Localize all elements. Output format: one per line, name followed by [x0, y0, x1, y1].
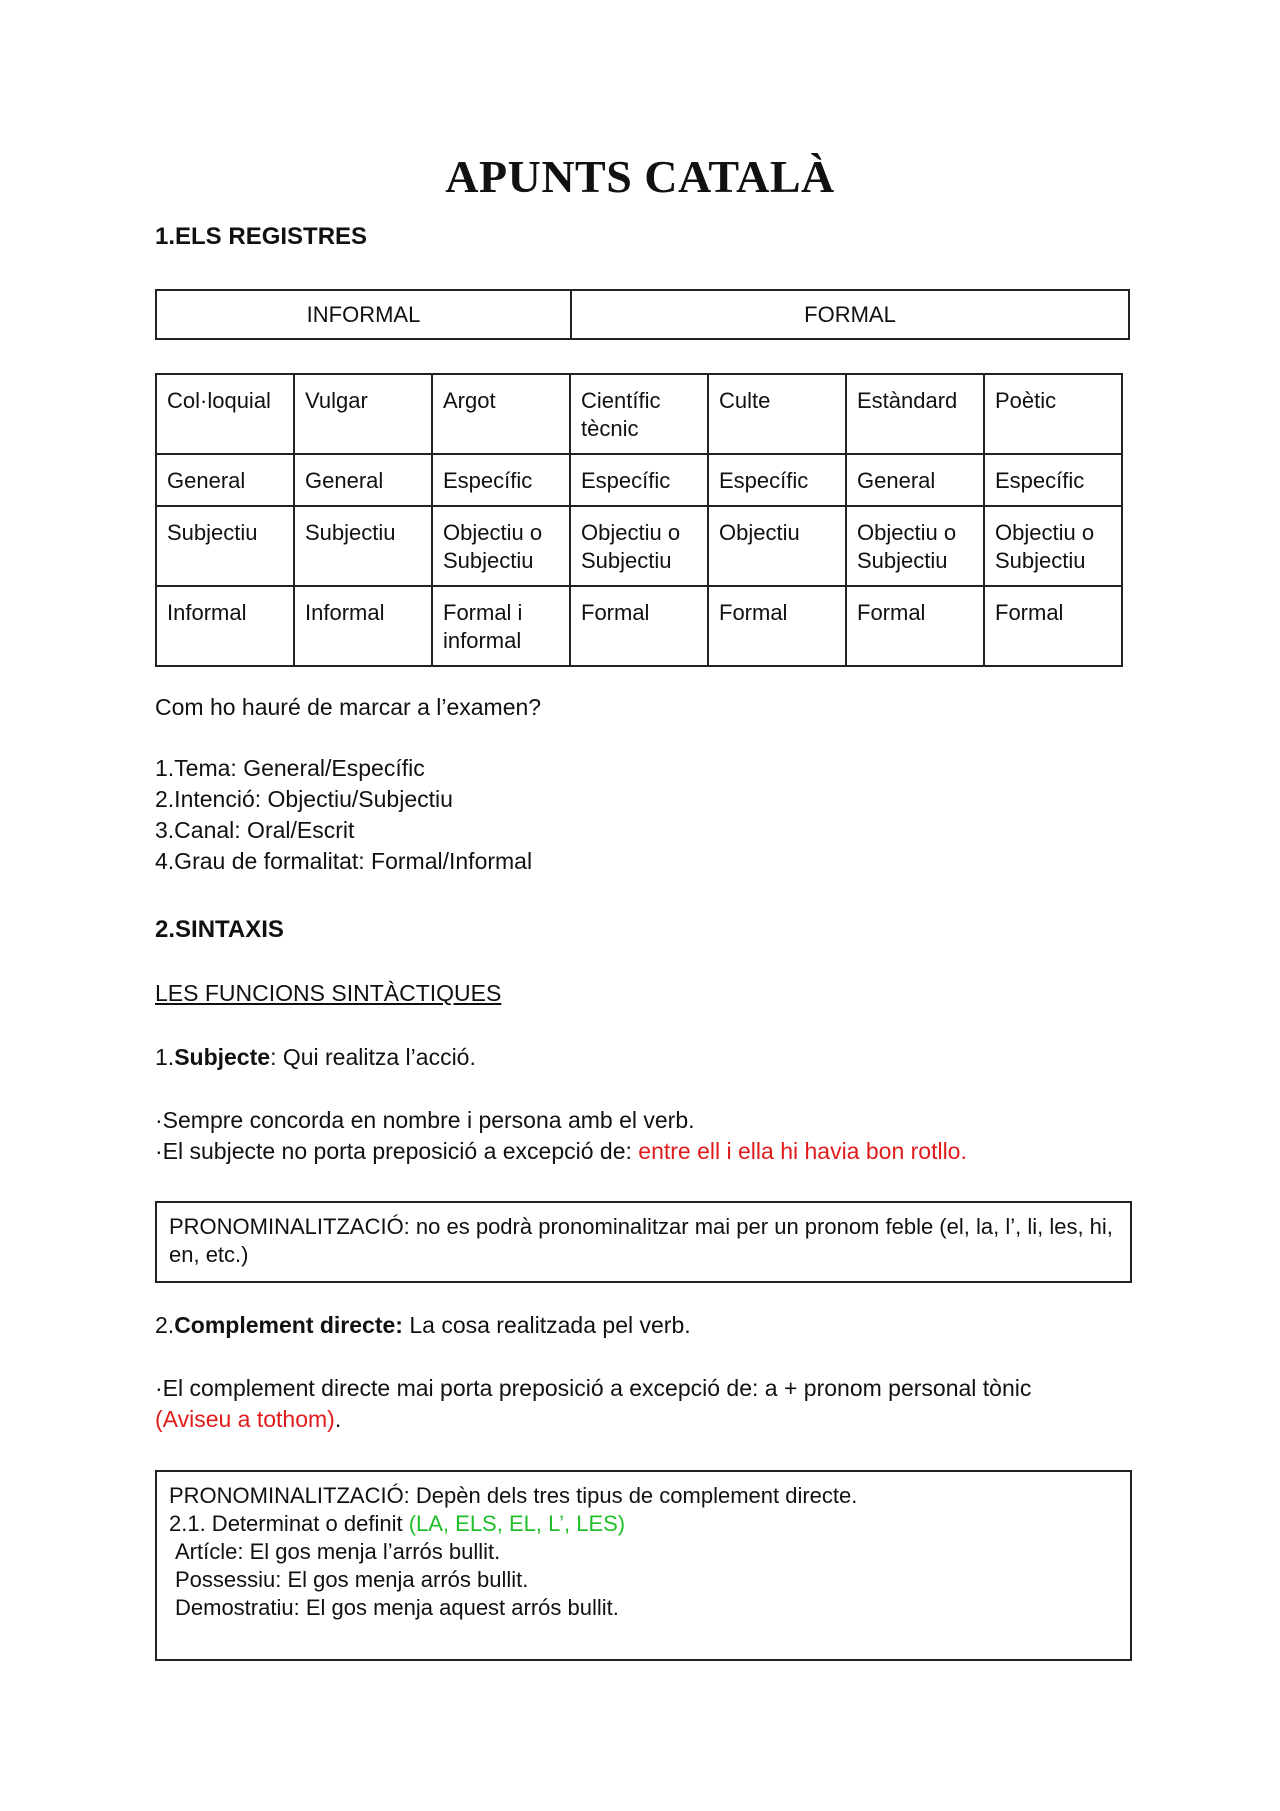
- register-table-cell: Informal: [156, 586, 294, 666]
- register-table-cell: Col·loquial: [156, 374, 294, 454]
- subject-number: 1.: [155, 1044, 175, 1070]
- box2-line-2-text: 2.1. Determinat o definit: [169, 1511, 409, 1536]
- subject-term: Subjecte: [174, 1044, 271, 1070]
- section-heading-sintaxis: 2.SINTAXIS: [155, 916, 284, 943]
- section-heading-registres: 1.ELS REGISTRES: [155, 223, 368, 250]
- register-table-cell: Específic: [984, 454, 1122, 506]
- register-table-row: [156, 506, 1122, 586]
- register-table-cell: Objectiu o Subjectiu: [570, 506, 708, 586]
- box2-line-2: [169, 1510, 1118, 1538]
- box2-example: Possessiu: El gos menja arrós bullit.: [175, 1567, 529, 1592]
- register-table-cell: Subjectiu: [294, 506, 432, 586]
- register-table-cell: Formal: [570, 586, 708, 666]
- register-header-formal: FORMAL: [571, 290, 1129, 339]
- direct-object-rule-example: (Aviseu a tothom): [155, 1406, 335, 1432]
- register-table: [155, 373, 1123, 667]
- subject-rule-2-example: entre ell i ella hi havia bon rotllo.: [638, 1138, 967, 1164]
- direct-object-number: 2.: [155, 1312, 175, 1338]
- register-table-row: [156, 586, 1122, 666]
- direct-object-rule-text: ·El complement directe mai porta preposició a excepció de: a + pronom personal tònic: [155, 1375, 1032, 1401]
- direct-object-rule: [155, 1373, 1105, 1435]
- subheading-funcions: [155, 978, 501, 1009]
- subject-definition: [155, 1042, 476, 1073]
- register-table-cell: Formal: [708, 586, 846, 666]
- criteria-item: 1.Tema: General/Específic: [155, 755, 425, 781]
- register-table-cell: Objectiu o Subjectiu: [846, 506, 984, 586]
- subject-rule-2-text: ·El subjecte no porta preposició a excepció de:: [155, 1138, 639, 1164]
- register-table-cell: Formal i informal: [432, 586, 570, 666]
- register-table-cell: Culte: [708, 374, 846, 454]
- register-table-cell: Vulgar: [294, 374, 432, 454]
- criteria-item: 4.Grau de formalitat: Formal/Informal: [155, 848, 533, 874]
- register-table-cell: Científic tècnic: [570, 374, 708, 454]
- criteria-list: [155, 753, 532, 877]
- subject-rule-2: [155, 1136, 967, 1167]
- register-table-cell: Objectiu: [708, 506, 846, 586]
- register-table-cell: Formal: [984, 586, 1122, 666]
- register-table-cell: Específic: [570, 454, 708, 506]
- register-table-cell: Estàndard: [846, 374, 984, 454]
- register-table-cell: Específic: [432, 454, 570, 506]
- box2-line-1: PRONOMINALITZACIÓ: Depèn dels tres tipus de complement directe.: [169, 1483, 858, 1508]
- register-table-cell: Específic: [708, 454, 846, 506]
- register-table-row: [156, 454, 1122, 506]
- register-table-cell: Informal: [294, 586, 432, 666]
- register-table-cell: Objectiu o Subjectiu: [984, 506, 1122, 586]
- criteria-item: 3.Canal: Oral/Escrit: [155, 817, 355, 843]
- register-table-cell: Poètic: [984, 374, 1122, 454]
- page-title: APUNTS CATALÀ: [445, 151, 835, 202]
- register-header-table: [155, 289, 1130, 340]
- register-table-cell: General: [846, 454, 984, 506]
- register-table-cell: General: [294, 454, 432, 506]
- register-table-cell: Subjectiu: [156, 506, 294, 586]
- subject-pronominalization-box: PRONOMINALITZACIÓ: no es podrà pronominalitzar mai per un pronom feble (el, la, l’, li, les, hi, en, etc.): [155, 1201, 1132, 1283]
- box2-example: Artícle: El gos menja l’arrós bullit.: [175, 1539, 501, 1564]
- subject-definition-text: : Qui realitza l’acció.: [270, 1044, 476, 1070]
- box2-example: Demostratiu: El gos menja aquest arrós bullit.: [175, 1595, 619, 1620]
- register-table-row: [156, 374, 1122, 454]
- register-header-informal: INFORMAL: [156, 290, 571, 339]
- subject-rule-1: ·Sempre concorda en nombre i persona amb el verb.: [155, 1107, 695, 1133]
- direct-object-definition: [155, 1310, 691, 1341]
- direct-object-term: Complement directe:: [174, 1312, 403, 1338]
- register-table-cell: Formal: [846, 586, 984, 666]
- box2-line-2-pronouns: (LA, ELS, EL, L’, LES): [408, 1511, 626, 1536]
- direct-object-pronominalization-box: [155, 1470, 1132, 1661]
- register-table-cell: General: [156, 454, 294, 506]
- register-table-cell: Objectiu o Subjectiu: [432, 506, 570, 586]
- exam-question: Com ho hauré de marcar a l’examen?: [155, 694, 542, 720]
- direct-object-rule-end: .: [334, 1406, 342, 1432]
- subheading-funcions-text: LES FUNCIONS SINTÀCTIQUES: [155, 980, 502, 1006]
- register-table-cell: Argot: [432, 374, 570, 454]
- criteria-item: 2.Intenció: Objectiu/Subjectiu: [155, 786, 453, 812]
- direct-object-definition-text: La cosa realitzada pel verb.: [402, 1312, 691, 1338]
